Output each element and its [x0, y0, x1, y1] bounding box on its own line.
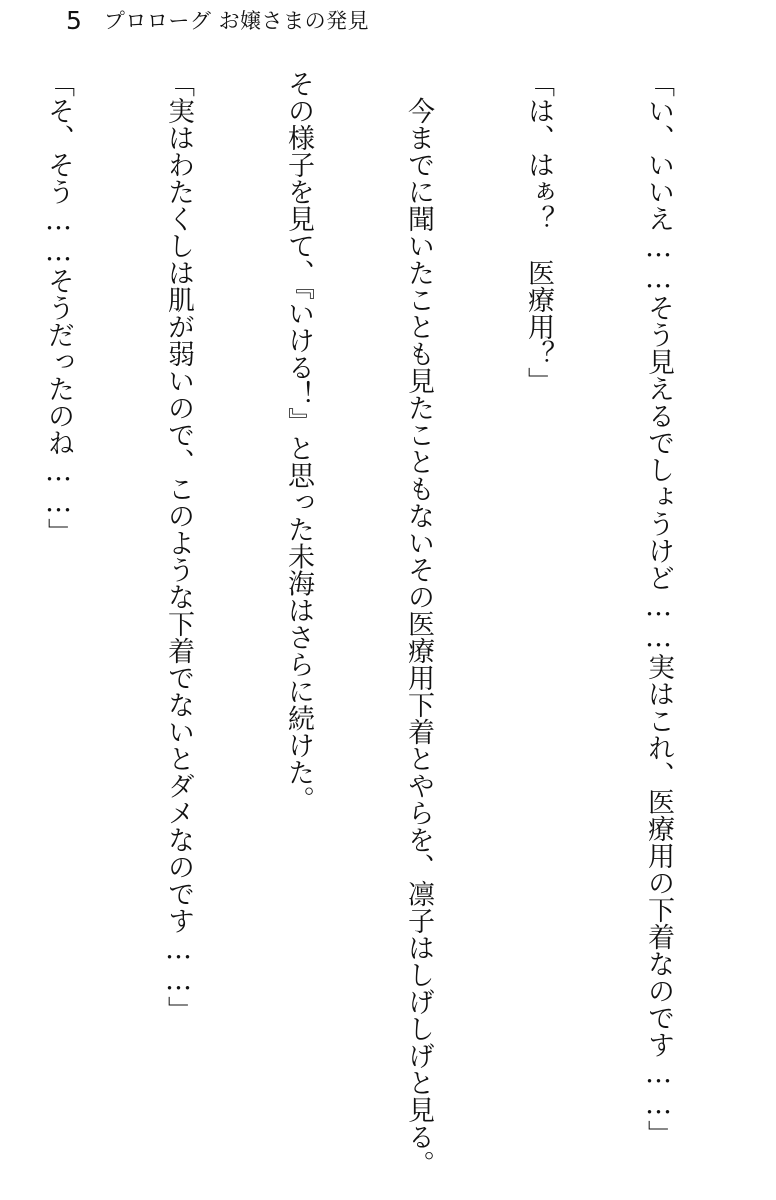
- running-head: [66, 6, 369, 36]
- text-line: 「い、いいえ……そう見えるでしょうけど……実はこれ、医療用の下着なのです……」: [643, 70, 674, 1147]
- text-line: その様子を見て、『いける！』と思った未海はさらに続けた。: [283, 70, 314, 813]
- page-number: 5: [66, 6, 82, 35]
- text-line: 今までに聞いたことも見たこともないその医療用下着とやらを、凛子はしげしげと見る。: [403, 70, 434, 1177]
- vertical-text-lines: [43, 70, 758, 1190]
- vertical-text-block: [43, 70, 758, 1195]
- text-line: 「実はわたくしは肌が弱いので、このような下着でないとダメなのです……」: [163, 70, 194, 1023]
- chapter-title: プロローグ お嬢さまの発見: [103, 9, 370, 33]
- text-line: 「そ、そう……そうだったのね……」: [43, 70, 74, 545]
- text-line: 「は、はぁ？ 医療用？」: [523, 70, 554, 394]
